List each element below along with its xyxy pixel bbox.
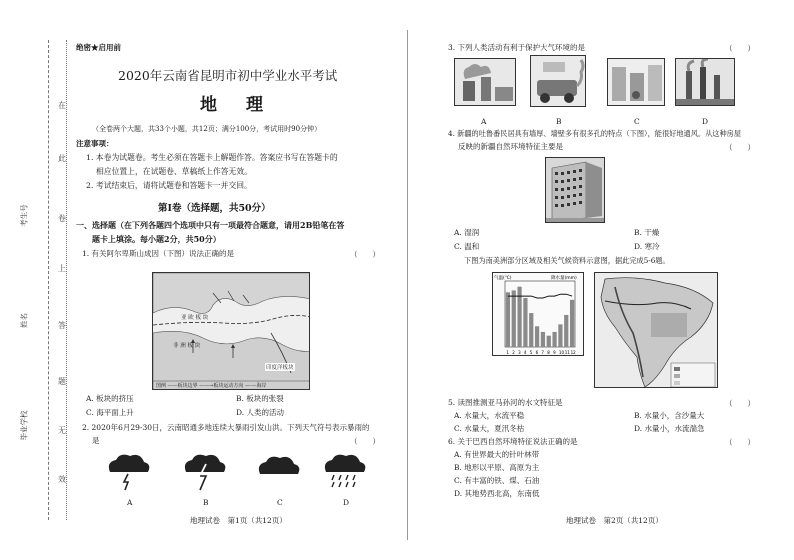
q4-option-a[interactable]: A. 湿润 [454, 228, 480, 237]
gutter-char: 效 [58, 475, 66, 484]
q6-option-d[interactable]: D. 其地势西北高，东南低 [454, 489, 540, 498]
intro-5-6: 下图为南美洲部分区域及相关气候资料示意图，据此完成5-6题。 [464, 256, 670, 265]
south-america-map-drawing [595, 273, 718, 388]
part1-title: 一、选择题（在下列各题四个选项中只有一项最符合题意，请用2B铅笔在答 [76, 220, 345, 230]
month-tick-label: 6 [535, 350, 539, 355]
map-label-eurasia: 亚 欧 板 块 [181, 315, 209, 321]
precip-bar [558, 324, 562, 347]
month-tick-label: 10 [558, 350, 565, 355]
notice-title: 注意事项： [76, 139, 114, 148]
secret-label: 绝密★启用前 [76, 43, 121, 52]
q2-stem-2: 是 [92, 436, 100, 445]
q4-answer-paren[interactable]: （ ） [725, 143, 755, 152]
traffic-exhaust-illustration [531, 56, 586, 107]
q4-option-b[interactable]: B. 干燥 [634, 228, 660, 237]
gutter-char: 答 [58, 321, 66, 330]
precip-bar [512, 290, 516, 347]
q3-stem: 3. 下列人类活动有利于保护大气环境的是 [448, 43, 586, 52]
month-tick-label: 1 [506, 350, 509, 355]
precip-bar [529, 313, 533, 347]
month-tick-label: 4 [523, 350, 527, 355]
q4-building-photo [545, 157, 605, 223]
notice-line: 相应位置上，在试题卷、草稿纸上作答无效。 [96, 167, 252, 176]
q5-option-a[interactable]: A. 水量大，水流平稳 [454, 411, 525, 420]
heavy-rain-icon-d[interactable] [325, 455, 365, 487]
storm-cloud-icon-a[interactable] [109, 455, 149, 490]
q3-image-a[interactable] [454, 58, 516, 106]
month-tick-label: 11 [564, 350, 570, 355]
side-field-candidate-no[interactable]: 考生号 [19, 204, 29, 227]
south-america-map [594, 272, 718, 388]
q2-label-d: D [343, 498, 350, 507]
precip-bar [523, 298, 527, 347]
rainstorm-icon-b[interactable] [185, 455, 225, 490]
gutter-fold-line [48, 40, 49, 520]
gutter-char: 此 [58, 154, 66, 163]
subject-title: 地 理 [200, 95, 269, 115]
month-tick-label: 9 [553, 350, 556, 355]
month-tick-label: 2 [512, 350, 515, 355]
climate-chart [492, 272, 584, 356]
q3-label-d: D [702, 117, 709, 126]
q3-label-c: C [634, 117, 640, 126]
gutter-char: 无 [58, 426, 66, 435]
page-divider [407, 30, 408, 540]
precip-bar [570, 300, 574, 347]
gutter-char: 上 [58, 264, 66, 273]
q3-label-a: A [481, 117, 487, 126]
q5-option-d[interactable]: D. 水量小，水流湍急 [634, 424, 705, 433]
page2-footer: 地理试卷 第2页（共12页） [566, 516, 663, 525]
precip-bar [564, 315, 568, 347]
side-field-school[interactable]: 毕业学校 [19, 410, 29, 441]
gutter-fold-line-inner [66, 40, 67, 520]
month-tick-label: 12 [570, 350, 576, 355]
month-tick-label: 3 [518, 350, 521, 355]
gutter-char: 卷 [58, 214, 66, 223]
precip-bar [506, 292, 510, 347]
q5-option-c[interactable]: C. 水量大，夏汛冬枯 [454, 424, 525, 433]
month-tick-label: 8 [547, 350, 550, 355]
q1-option-a[interactable]: A. 板块的挤压 [86, 394, 134, 403]
q1-answer-paren[interactable]: （ ） [350, 250, 380, 259]
q6-option-c[interactable]: C. 有丰富的铁、煤、石油 [454, 476, 540, 485]
map-legend: 图例 ——板块边界 ——→板块运动方向 —·—海岸 [156, 383, 267, 389]
q1-alps-map [152, 272, 310, 390]
factory-smoke-illustration [455, 59, 516, 106]
q6-option-a[interactable]: A. 有世界最大的针叶林带 [454, 450, 540, 459]
gutter-char: 题 [58, 377, 66, 386]
precip-bar [547, 336, 551, 347]
q5-option-b[interactable]: B. 水量小，含沙量大 [634, 411, 705, 420]
precip-bar [552, 332, 556, 347]
overcast-cloud-icon-c[interactable] [259, 457, 299, 474]
q1-option-d[interactable]: D. 人类的活动 [236, 408, 285, 417]
q5-answer-paren[interactable]: （ ） [725, 399, 755, 408]
q6-answer-paren[interactable]: （ ） [725, 438, 755, 447]
q3-image-c[interactable] [607, 58, 665, 106]
map-drawing [153, 273, 310, 390]
q4-option-d[interactable]: D. 寒冷 [634, 242, 660, 251]
q4-stem-2: 反映的新疆自然环境特征主要是 [458, 142, 563, 151]
q1-option-b[interactable]: B. 板块的张裂 [236, 394, 284, 403]
map-label-indian-plate: 印度洋板块 [266, 365, 294, 371]
q3-label-b: B [556, 117, 562, 126]
q2-label-b: B [203, 498, 209, 507]
chimney-emission-illustration [676, 59, 735, 106]
q6-option-b[interactable]: B. 地形以平原、高原为主 [454, 463, 540, 472]
perforated-wall-building [546, 158, 605, 223]
q5-stem: 5. 读图推测亚马孙河的水文特征是 [448, 398, 563, 407]
month-tick-label: 7 [541, 350, 544, 355]
q6-stem: 6. 关于巴西自然环境特征说法正确的是 [448, 437, 578, 446]
q4-option-c[interactable]: C. 温和 [454, 242, 480, 251]
precip-bar [535, 326, 539, 347]
gutter-char: 在 [58, 101, 66, 110]
q1-stem: 1. 有关阿尔卑斯山成因（下图）说法正确的是 [82, 249, 235, 258]
precip-bar [541, 332, 545, 347]
side-field-name[interactable]: 姓名 [19, 313, 29, 328]
q2-label-a: A [127, 498, 133, 507]
q1-option-c[interactable]: C. 海平面上升 [86, 408, 134, 417]
q3-image-d[interactable] [675, 58, 735, 106]
map-label-africa: 非 洲 板 块 [173, 343, 201, 349]
climate-bar-line-chart [493, 273, 584, 356]
y-left-label: 气温(℃) [494, 276, 512, 281]
page-2 [410, 0, 794, 560]
section-heading: 第Ⅰ卷（选择题，共50分） [158, 203, 271, 214]
month-tick-label: 5 [529, 350, 533, 355]
q2-stem: 2. 2020年6月29-30日，云南昭通多地连续大暴雨引发山洪。下列天气符号表示暴雨的 [82, 423, 370, 432]
exam-title: 2020年云南省昆明市初中学业水平考试 [118, 68, 338, 83]
q2-answer-paren[interactable]: （ ） [350, 437, 380, 446]
q2-label-c: C [277, 498, 283, 507]
exam-info: （全卷两个大题，共33个小题，共12页；满分100分，考试用时90分钟） [92, 125, 322, 133]
q3-image-b[interactable] [530, 55, 586, 107]
y-right-label: 降水量(mm) [551, 276, 577, 281]
notice-line: 2. 考试结束后，请将试题卷和答题卡一并交回。 [86, 181, 252, 190]
notice-line: 1. 本卷为试题卷。考生必须在答题卡上解题作答。答案应书写在答题卡的 [86, 153, 338, 162]
page1-footer: 地理试卷 第1页（共12页） [190, 516, 287, 525]
q3-answer-paren[interactable]: （ ） [725, 44, 755, 53]
part1-title-2: 题卡上填涂。每小题2分，共50分） [92, 234, 221, 244]
q4-stem: 4. 新疆的吐鲁番民居具有墙厚、墙壁多有很多孔的特点（下图），能很好地通风。从这种房屋 [448, 129, 742, 138]
city-street-illustration [608, 59, 665, 106]
weather-symbols [100, 450, 370, 494]
